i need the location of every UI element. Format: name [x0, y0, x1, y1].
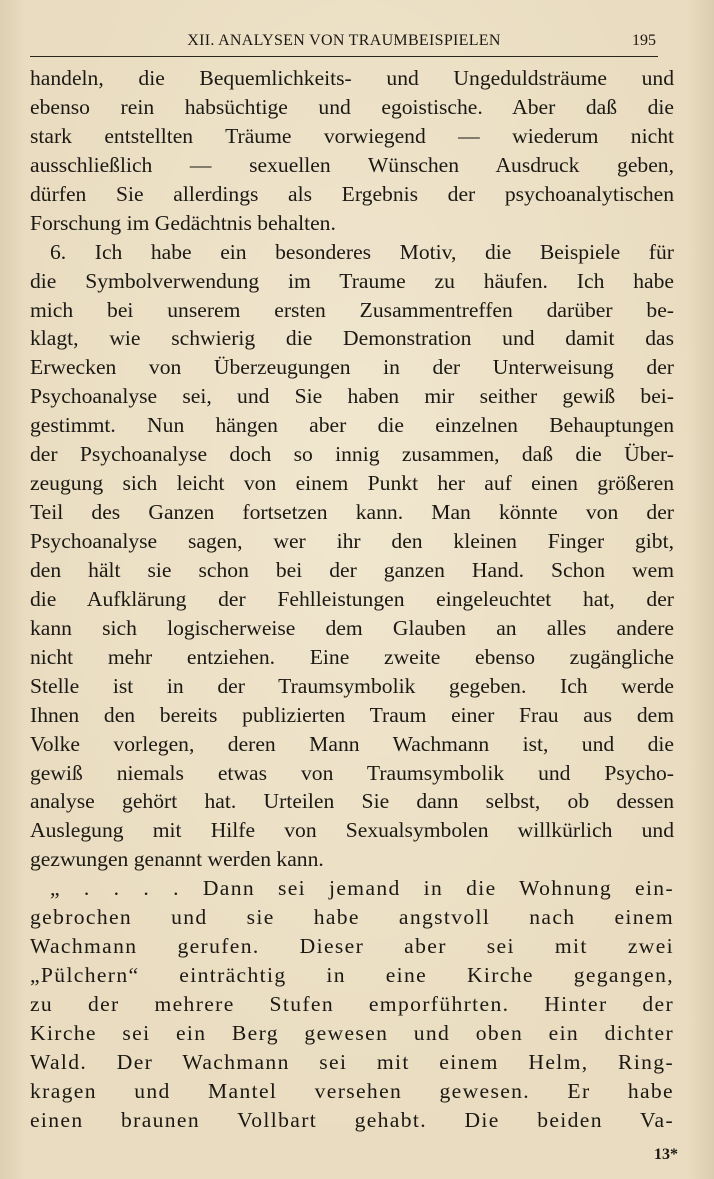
signature-mark: 13*: [654, 1146, 678, 1163]
text-line: Forschung im Gedächtnis behalten.: [30, 210, 336, 235]
text-line: handeln, die Bequemlichkeits- und Ungeduldsträume und: [30, 66, 674, 90]
text-line: „Pülchern“ einträchtig in eine Kirche gegangen,: [30, 963, 674, 988]
text-line: zu der mehrere Stufen emporführten. Hinter der: [30, 992, 674, 1016]
text-line: Stelle ist in der Traumsymbolik gegeben. Ich werde: [30, 673, 674, 698]
quoted-dream-paragraph: [30, 874, 674, 1134]
page-number: 195: [632, 32, 656, 49]
text-line: der Psychoanalyse doch so innig zusammen, daß die Über-: [30, 442, 674, 467]
text-line: Volke vorlegen, deren Mann Wachmann ist, und die: [30, 731, 674, 756]
text-line: Psychoanalyse sagen, wer ihr den kleinen Finger gibt,: [30, 529, 674, 553]
text-line: Wachmann gerufen. Dieser aber sei mit zwei: [30, 934, 674, 959]
text-line: „ . . . . Dann sei jemand in die Wohnung ein-: [50, 876, 674, 901]
text-line: die Symbolverwendung im Traume zu häufen. Ich habe: [30, 268, 674, 293]
text-line: Wald. Der Wachmann sei mit einem Helm, Ring-: [30, 1049, 674, 1074]
running-header: [30, 30, 658, 57]
text-line: Auslegung mit Hilfe von Sexualsymbolen willkürlich und: [30, 818, 674, 843]
paragraph: [30, 238, 674, 875]
text-line: die Aufklärung der Fehlleistungen eingeleuchtet hat, der: [30, 586, 674, 611]
text-line: Kirche sei ein Berg gewesen und oben ein dichter: [30, 1020, 674, 1045]
text-line: kragen und Mantel versehen gewesen. Er habe: [30, 1078, 674, 1103]
text-line: Teil des Ganzen fortsetzen kann. Man könnte von der: [30, 500, 674, 525]
text-line: ebenso rein habsüchtige und egoistische. Aber daß die: [30, 94, 674, 119]
chapter-title: XII. ANALYSEN VON TRAUMBEISPIELEN: [187, 32, 501, 49]
text-line: gewiß niemals etwas von Traumsymbolik und Psycho-: [30, 760, 674, 785]
text-line: ausschließlich — sexuellen Wünschen Ausdruck geben,: [30, 152, 674, 177]
text-line: gezwungen genannt werden kann.: [30, 847, 324, 872]
text-line: Erwecken von Überzeugungen in der Unterweisung der: [30, 355, 674, 380]
text-line: mich bei unserem ersten Zusammentreffen darüber be-: [30, 297, 674, 322]
text-line: einen braunen Vollbart gehabt. Die beiden Va-: [30, 1107, 674, 1132]
text-line: klagt, wie schwierig die Demonstration und damit das: [30, 326, 674, 351]
text-line: Psychoanalyse sei, und Sie haben mir seither gewiß bei-: [30, 384, 674, 409]
body-text: [30, 64, 674, 1135]
text-line: den hält sie schon bei der ganzen Hand. Schon wem: [30, 557, 674, 582]
text-line: stark entstellten Träume vorwiegend — wiederum nicht: [30, 123, 674, 148]
text-line: analyse gehört hat. Urteilen Sie dann selbst, ob dessen: [30, 789, 674, 814]
text-line: 6. Ich habe ein besonderes Motiv, die Beispiele für: [50, 239, 674, 264]
text-line: gebrochen und sie habe angstvoll nach einem: [30, 905, 674, 930]
paragraph: [30, 64, 674, 238]
text-line: zeugung sich leicht von einem Punkt her auf einen größeren: [30, 471, 674, 496]
text-line: nicht mehr entziehen. Eine zweite ebenso zugängliche: [30, 644, 674, 669]
text-line: kann sich logischerweise dem Glauben an alles andere: [30, 615, 674, 640]
text-line: dürfen Sie allerdings als Ergebnis der psychoanalytischen: [30, 181, 674, 206]
text-line: gestimmt. Nun hängen aber die einzelnen Behauptungen: [30, 413, 674, 438]
text-line: Ihnen den bereits publizierten Traum einer Frau aus dem: [30, 702, 674, 727]
